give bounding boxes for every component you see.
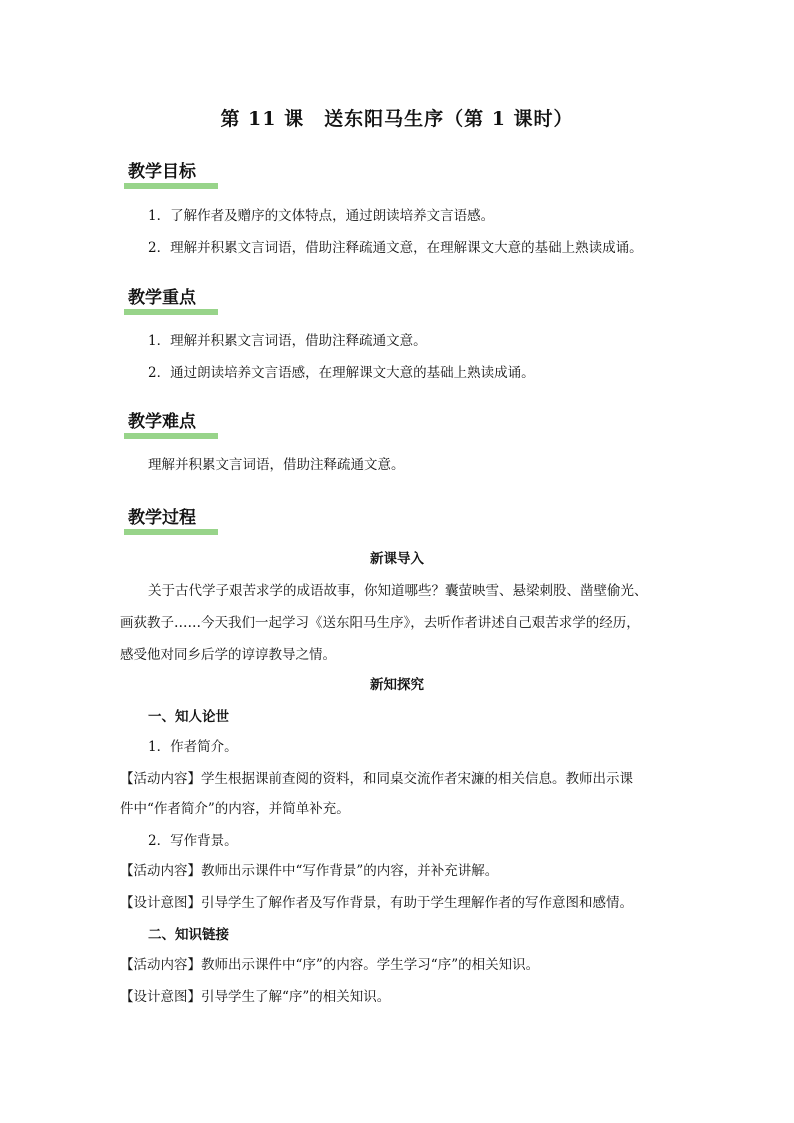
key-point-item-1: 1．理解并积累文言词语，借助注释疏通文意。	[148, 333, 427, 349]
lesson-title: 第 11 课 送东阳马生序（第 1 课时）	[220, 108, 574, 130]
heading-underline	[124, 309, 218, 315]
activity-3: 【活动内容】教师出示课件中“序”的内容。学生学习“序”的相关知识。	[120, 957, 540, 973]
objective-item-1: 1．了解作者及赠序的文体特点，通过朗读培养文言语感。	[148, 208, 495, 224]
key-point-item-2: 2．通过朗读培养文言语感，在理解课文大意的基础上熟读成诵。	[148, 365, 535, 381]
heading-underline	[124, 433, 218, 439]
heading-objectives: 教学目标	[124, 160, 218, 184]
activity-2: 【活动内容】教师出示课件中“写作背景”的内容，并补充讲解。	[120, 863, 499, 879]
objective-item-2: 2．理解并积累文言词语，借助注释疏通文意，在理解课文大意的基础上熟读成诵。	[148, 240, 643, 256]
part2-title: 二、知识链接	[148, 927, 229, 943]
item-author-intro: 1．作者简介。	[148, 739, 238, 755]
difficulty-item-1: 理解并积累文言词语，借助注释疏通文意。	[148, 457, 405, 473]
heading-key-points: 教学重点	[124, 286, 218, 310]
heading-underline	[124, 183, 218, 189]
design-intent-1: 【设计意图】引导学生了解作者及写作背景，有助于学生理解作者的写作意图和感情。	[120, 895, 633, 911]
intro-line-2: 画荻教子……今天我们一起学习《送东阳马生序》，去听作者讲述自己艰苦求学的经历，	[120, 615, 640, 631]
intro-line-3: 感受他对同乡后学的谆谆教导之情。	[120, 647, 336, 663]
design-intent-2: 【设计意图】引导学生了解“序”的相关知识。	[120, 989, 391, 1005]
heading-process: 教学过程	[124, 506, 218, 530]
heading-underline	[124, 529, 218, 535]
activity-1-line-2: 件中“作者简介”的内容，并简单补充。	[120, 801, 350, 817]
item-background: 2．写作背景。	[148, 833, 238, 849]
heading-difficulties: 教学难点	[124, 410, 218, 434]
intro-line-1: 关于古代学子艰苦求学的成语故事，你知道哪些？囊萤映雪、悬梁刺股、凿壁偷光、	[148, 583, 648, 599]
explore-title: 新知探究	[370, 677, 424, 693]
intro-title: 新课导入	[370, 551, 424, 567]
part1-title: 一、知人论世	[148, 709, 229, 725]
activity-1-line-1: 【活动内容】学生根据课前查阅的资料，和同桌交流作者宋濂的相关信息。教师出示课	[120, 771, 633, 787]
